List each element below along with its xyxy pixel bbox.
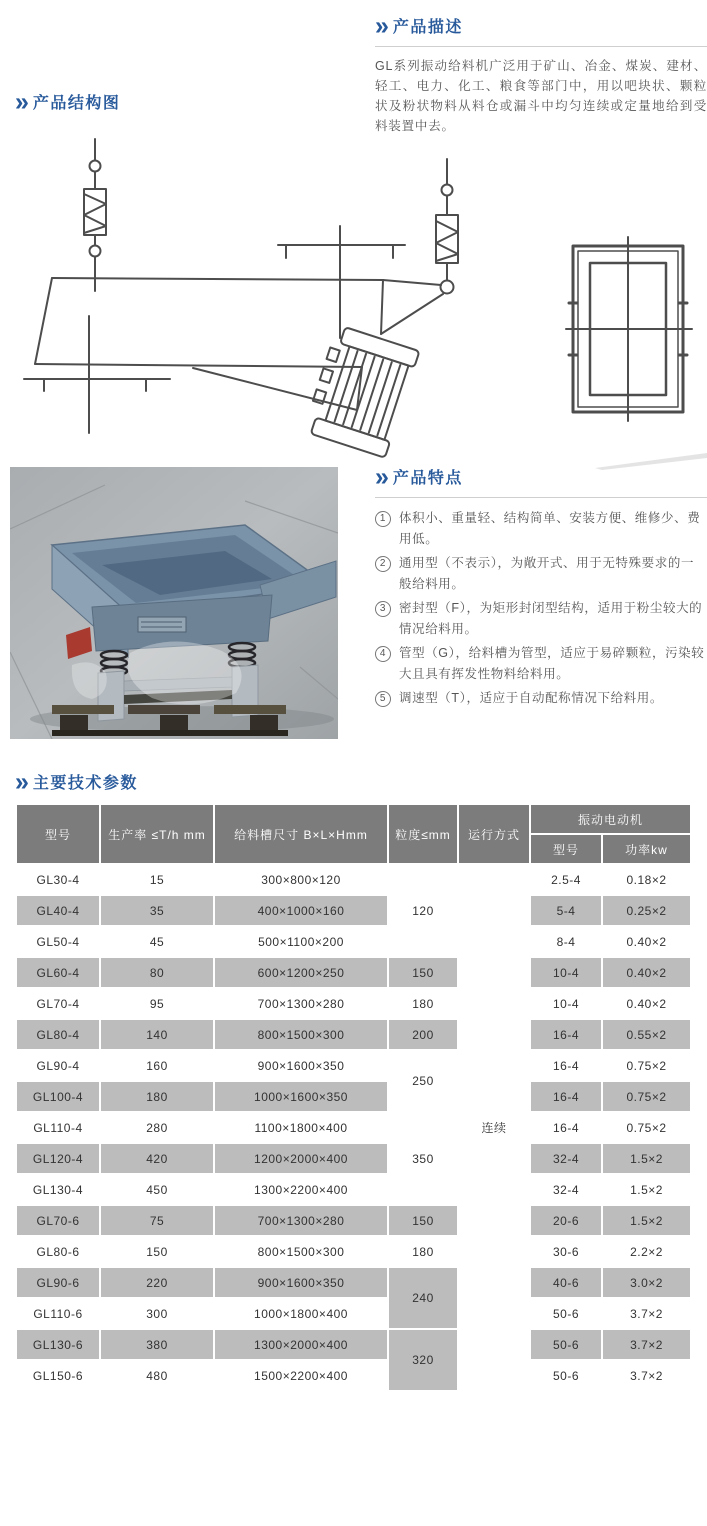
table-cell: 50-6 <box>531 1299 601 1328</box>
table-row <box>17 896 690 925</box>
table-cell: GL70-6 <box>17 1206 99 1235</box>
table-cell: 16-4 <box>531 1113 601 1142</box>
table-cell: 0.75×2 <box>603 1051 690 1080</box>
table-cell: 3.7×2 <box>603 1299 690 1328</box>
product-photo <box>10 467 338 739</box>
corner-decoration <box>595 453 707 471</box>
table-cell: 400×1000×160 <box>215 896 387 925</box>
table-cell: 10-4 <box>531 958 601 987</box>
table-cell: GL130-4 <box>17 1175 99 1204</box>
table-cell: 35 <box>101 896 213 925</box>
table-cell: GL90-6 <box>17 1268 99 1297</box>
table-cell: GL110-6 <box>17 1299 99 1328</box>
table-row <box>17 1206 690 1235</box>
feature-item <box>375 508 707 550</box>
table-cell: 450 <box>101 1175 213 1204</box>
table-row <box>17 1051 690 1080</box>
table-cell: 500×1100×200 <box>215 927 387 956</box>
parameters-title-row <box>15 766 692 797</box>
table-cell: 1.5×2 <box>603 1206 690 1235</box>
table-cell: 700×1300×280 <box>215 989 387 1018</box>
table-row <box>17 1361 690 1390</box>
table-cell: GL150-6 <box>17 1361 99 1390</box>
table-cell: 1.5×2 <box>603 1144 690 1173</box>
table-cell: 95 <box>101 989 213 1018</box>
table-cell: GL60-4 <box>17 958 99 987</box>
header-trough-size: 给料槽尺寸 B×L×Hmm <box>215 805 387 863</box>
divider <box>375 497 707 498</box>
table-cell: GL120-4 <box>17 1144 99 1173</box>
header-motor-model: 型号 <box>531 835 601 863</box>
table-cell: GL70-4 <box>17 989 99 1018</box>
table-cell: 20-6 <box>531 1206 601 1235</box>
table-cell: 连续 <box>459 865 529 1390</box>
parameters-table-header <box>17 805 690 863</box>
table-row <box>17 1330 690 1359</box>
table-cell: 1100×1800×400 <box>215 1113 387 1142</box>
feature-number: 4 <box>375 646 391 662</box>
description-body: GL系列振动给料机广泛用于矿山、冶金、煤炭、建材、轻工、电力、化工、粮食等部门中，用以吧块状、颗粒状及粉状物料从料仓或漏斗中均匀连续或定量地给到受料装置中去。 <box>375 59 707 133</box>
table-cell: 480 <box>101 1361 213 1390</box>
table-cell: 50-6 <box>531 1330 601 1359</box>
header-motor-group: 振动电动机 <box>531 805 690 833</box>
table-cell: 45 <box>101 927 213 956</box>
table-row <box>17 865 690 894</box>
double-chevron-icon: » <box>375 461 386 492</box>
table-cell: 150 <box>389 1206 457 1235</box>
table-cell: GL110-4 <box>17 1113 99 1142</box>
table-cell: 380 <box>101 1330 213 1359</box>
table-cell: 280 <box>101 1113 213 1142</box>
header-model: 型号 <box>17 805 99 863</box>
table-row <box>17 1144 690 1173</box>
table-cell: GL30-4 <box>17 865 99 894</box>
section-features <box>375 461 707 712</box>
table-row <box>17 927 690 956</box>
table-cell: 0.40×2 <box>603 927 690 956</box>
feature-number: 3 <box>375 601 391 617</box>
table-cell: 3.0×2 <box>603 1268 690 1297</box>
table-cell: GL80-6 <box>17 1237 99 1266</box>
feature-item <box>375 643 707 685</box>
table-cell: 1300×2000×400 <box>215 1330 387 1359</box>
header-motor-power: 功率kw <box>603 835 690 863</box>
header-grain-size: 粒度≤mm <box>389 805 457 863</box>
feature-item <box>375 598 707 640</box>
table-cell: 900×1600×350 <box>215 1051 387 1080</box>
table-cell: GL40-4 <box>17 896 99 925</box>
structure-title-row <box>15 86 121 117</box>
table-cell: 0.40×2 <box>603 989 690 1018</box>
table-cell: GL90-4 <box>17 1051 99 1080</box>
table-cell: 140 <box>101 1020 213 1049</box>
table-cell: 800×1500×300 <box>215 1020 387 1049</box>
table-cell: 420 <box>101 1144 213 1173</box>
table-cell: 180 <box>389 1237 457 1266</box>
table-cell: 10-4 <box>531 989 601 1018</box>
description-title-row <box>375 10 707 41</box>
table-cell: 300×800×120 <box>215 865 387 894</box>
table-cell: 150 <box>389 958 457 987</box>
table-cell: 200 <box>389 1020 457 1049</box>
section-description <box>375 10 707 149</box>
table-cell: 160 <box>101 1051 213 1080</box>
table-cell: 240 <box>389 1268 457 1328</box>
parameters-table-body <box>17 865 690 1390</box>
table-cell: 30-6 <box>531 1237 601 1266</box>
table-row <box>17 1082 690 1111</box>
feature-text: 体积小、重量轻、结构简单、安装方便、维修少、费用低。 <box>399 511 701 546</box>
double-chevron-icon: » <box>15 766 26 797</box>
table-row <box>17 1237 690 1266</box>
table-row <box>17 1299 690 1328</box>
table-cell: 80 <box>101 958 213 987</box>
header-rate: 生产率 ≤T/h mm <box>101 805 213 863</box>
parameters-title: 主要技术参数 <box>32 775 138 792</box>
table-cell: 3.7×2 <box>603 1330 690 1359</box>
table-row <box>17 958 690 987</box>
table-row <box>17 1268 690 1297</box>
table-cell: GL80-4 <box>17 1020 99 1049</box>
table-row <box>17 1020 690 1049</box>
parameters-table <box>15 803 692 1392</box>
section-structure <box>15 86 121 117</box>
feature-text: 通用型（不表示），为敞开式、用于无特殊要求的一般给料用。 <box>399 556 695 591</box>
table-cell: 700×1300×280 <box>215 1206 387 1235</box>
table-row <box>17 1113 690 1142</box>
table-cell: 16-4 <box>531 1082 601 1111</box>
table-cell: 32-4 <box>531 1144 601 1173</box>
table-cell: 8-4 <box>531 927 601 956</box>
table-cell: 300 <box>101 1299 213 1328</box>
table-cell: 1.5×2 <box>603 1175 690 1204</box>
table-cell: 0.18×2 <box>603 865 690 894</box>
table-cell: 0.40×2 <box>603 958 690 987</box>
table-cell: 180 <box>101 1082 213 1111</box>
table-cell: 5-4 <box>531 896 601 925</box>
table-cell: 900×1600×350 <box>215 1268 387 1297</box>
table-cell: GL100-4 <box>17 1082 99 1111</box>
table-cell: 16-4 <box>531 1020 601 1049</box>
double-chevron-icon: » <box>15 86 26 117</box>
table-row <box>17 1175 690 1204</box>
table-cell: 1000×1600×350 <box>215 1082 387 1111</box>
table-cell: 50-6 <box>531 1361 601 1390</box>
table-cell: 250 <box>389 1051 457 1111</box>
features-title: 产品特点 <box>392 470 463 487</box>
structure-diagram <box>10 133 700 463</box>
feature-text: 调速型（T），适应于自动配称情况下给料用。 <box>399 691 663 705</box>
header-run-mode: 运行方式 <box>459 805 529 863</box>
double-chevron-icon: » <box>375 10 386 41</box>
feature-text: 密封型（F），为矩形封闭型结构，适用于粉尘较大的情况给料用。 <box>399 601 703 636</box>
table-cell: 16-4 <box>531 1051 601 1080</box>
feature-number: 2 <box>375 556 391 572</box>
table-cell: 1200×2000×400 <box>215 1144 387 1173</box>
table-cell: 1300×2200×400 <box>215 1175 387 1204</box>
table-cell: 15 <box>101 865 213 894</box>
table-cell: 600×1200×250 <box>215 958 387 987</box>
table-cell: 3.7×2 <box>603 1361 690 1390</box>
table-cell: 180 <box>389 989 457 1018</box>
table-cell: 800×1500×300 <box>215 1237 387 1266</box>
features-list <box>375 508 707 709</box>
table-row <box>17 989 690 1018</box>
section-parameters <box>15 766 692 1392</box>
table-cell: 0.25×2 <box>603 896 690 925</box>
table-cell: 150 <box>101 1237 213 1266</box>
table-cell: 0.75×2 <box>603 1113 690 1142</box>
feature-item <box>375 688 707 709</box>
wooden-pallet <box>52 705 288 736</box>
table-cell: 40-6 <box>531 1268 601 1297</box>
feature-text: 管型（G），给料槽为管型，适应于易碎颗粒，污染较大且具有挥发性物料给料用。 <box>399 646 705 681</box>
table-cell: GL130-6 <box>17 1330 99 1359</box>
table-cell: 220 <box>101 1268 213 1297</box>
description-title: 产品描述 <box>392 19 463 36</box>
table-cell: GL50-4 <box>17 927 99 956</box>
table-cell: 2.2×2 <box>603 1237 690 1266</box>
divider <box>375 46 707 47</box>
table-cell: 350 <box>389 1113 457 1204</box>
table-cell: 0.55×2 <box>603 1020 690 1049</box>
feature-number: 5 <box>375 691 391 707</box>
nameplate <box>138 617 186 632</box>
table-cell: 1500×2200×400 <box>215 1361 387 1390</box>
table-cell: 0.75×2 <box>603 1082 690 1111</box>
table-cell: 1000×1800×400 <box>215 1299 387 1328</box>
feature-item <box>375 553 707 595</box>
table-cell: 32-4 <box>531 1175 601 1204</box>
structure-title: 产品结构图 <box>32 95 121 112</box>
feature-number: 1 <box>375 511 391 527</box>
table-cell: 2.5-4 <box>531 865 601 894</box>
table-cell: 75 <box>101 1206 213 1235</box>
table-cell: 320 <box>389 1330 457 1390</box>
table-cell: 120 <box>389 865 457 956</box>
